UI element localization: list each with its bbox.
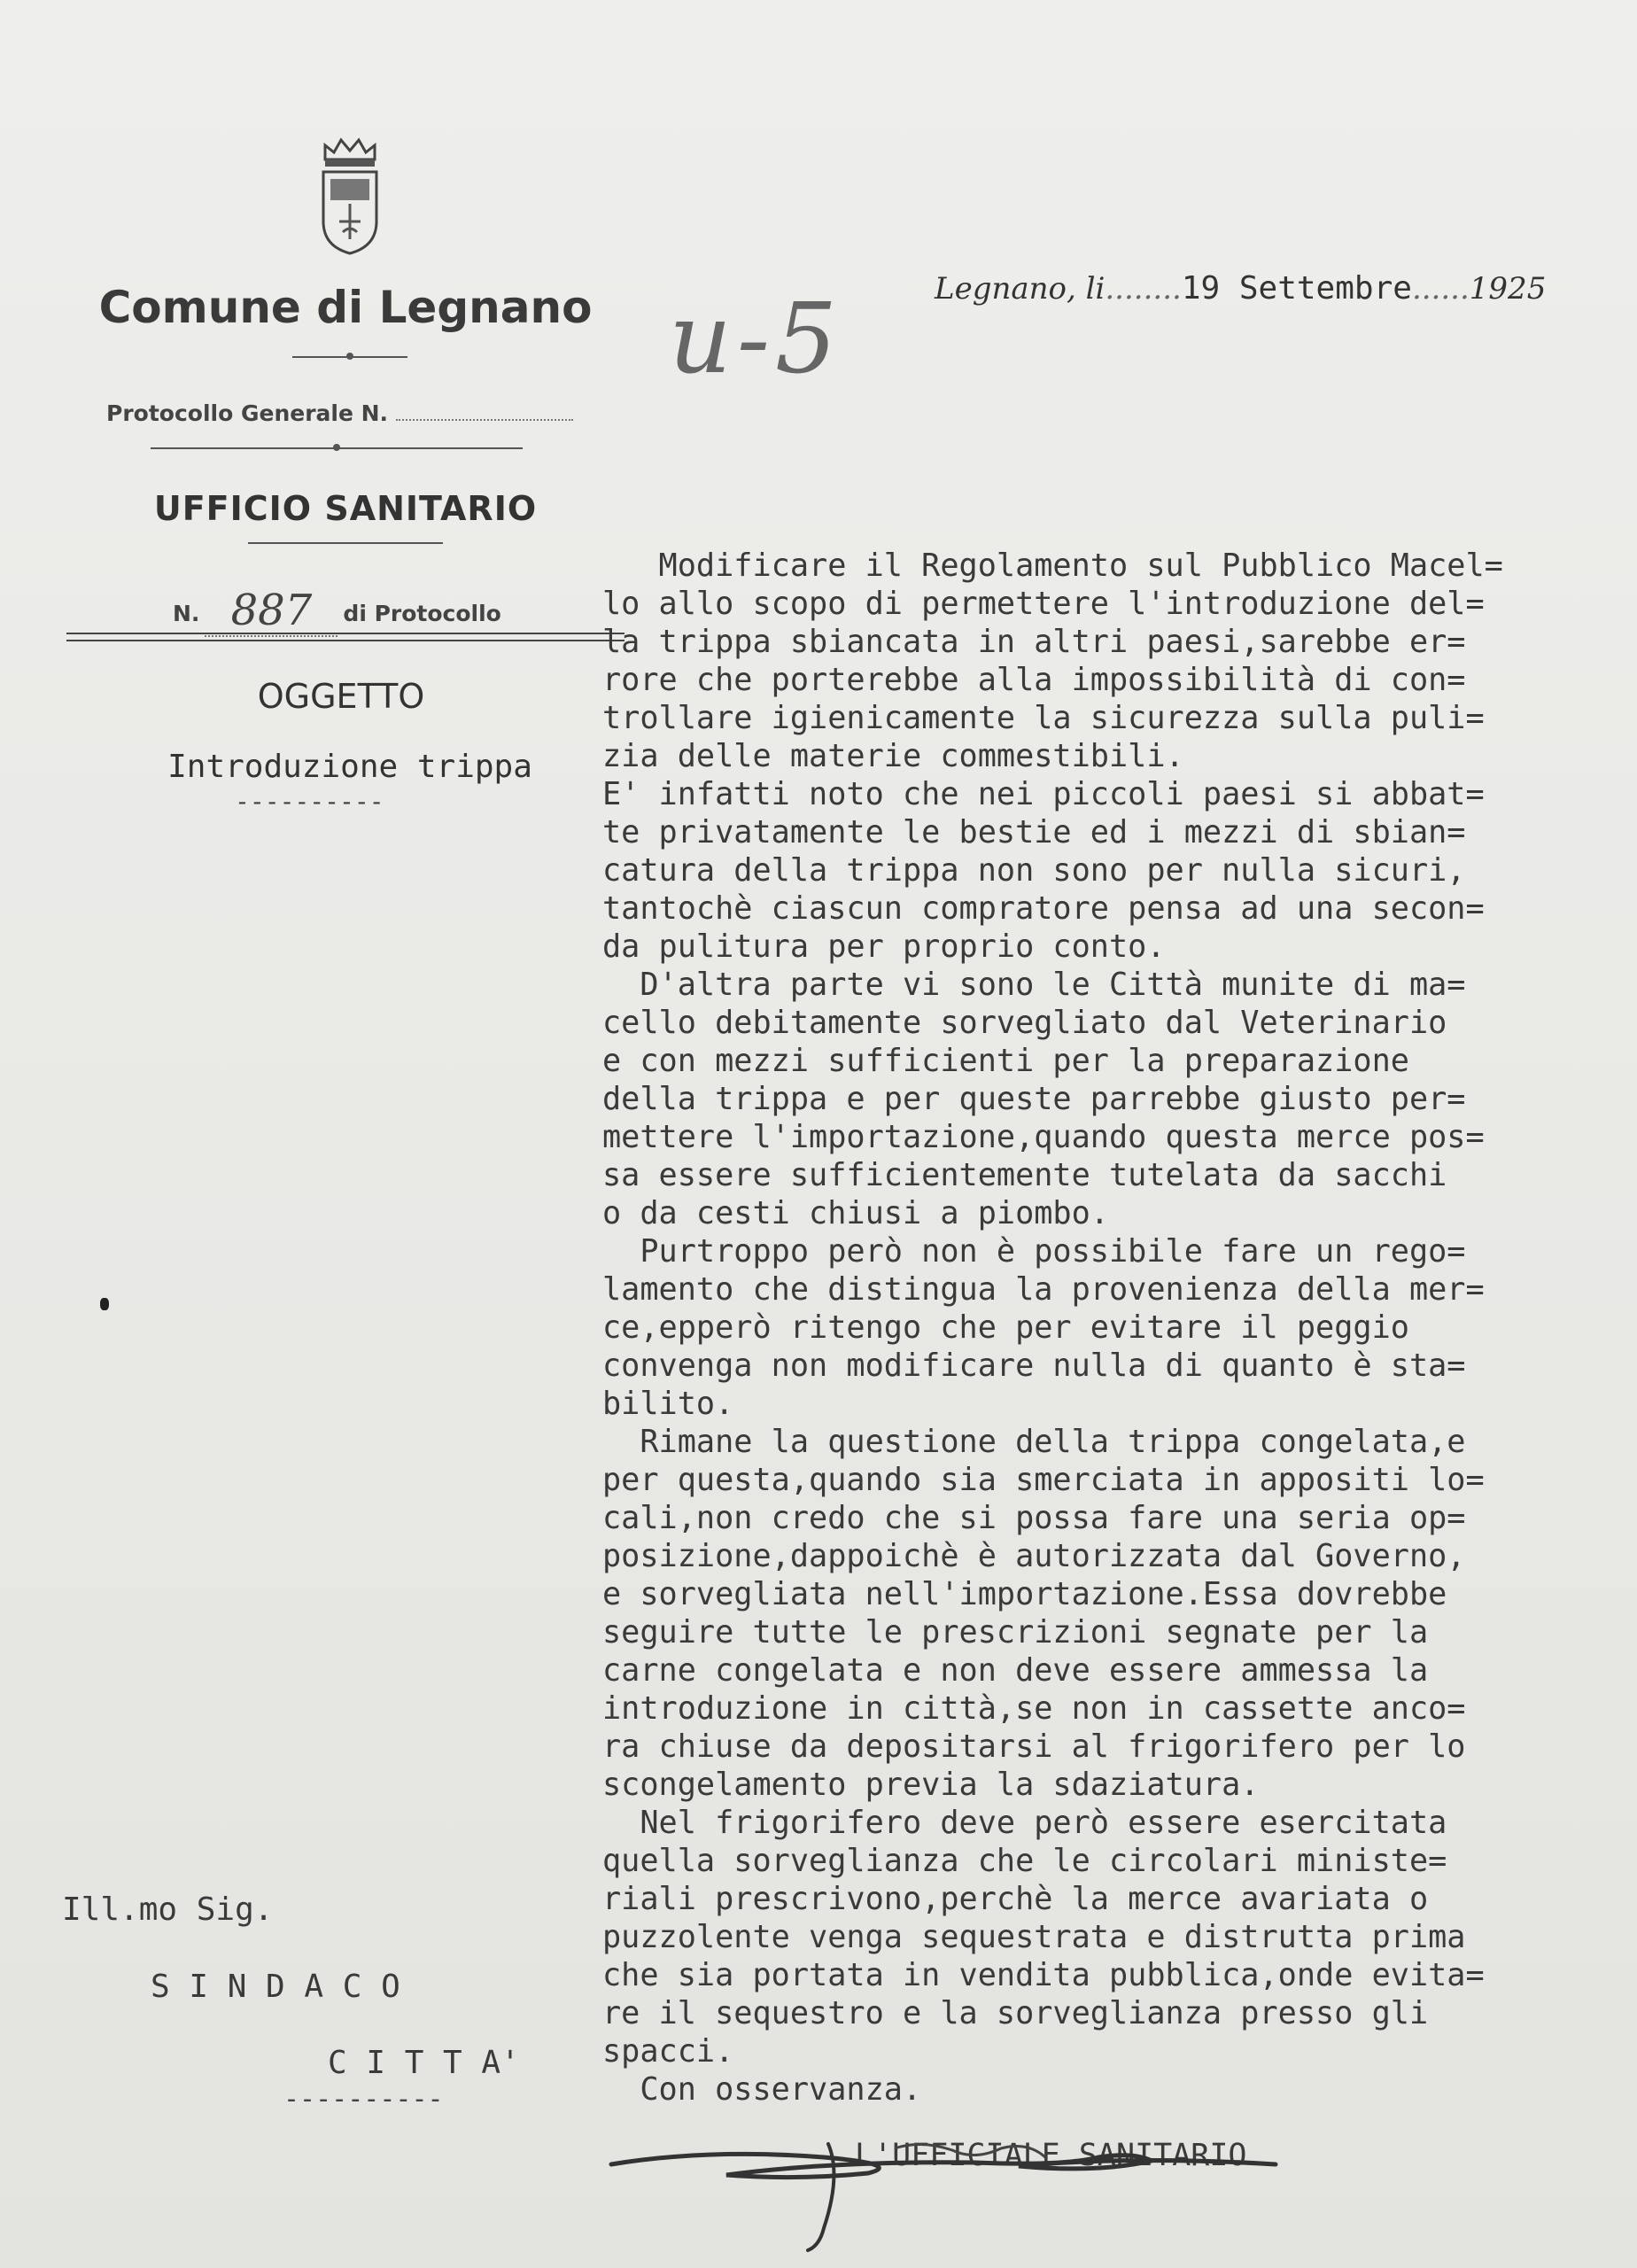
body-line: ra chiuse da depositarsi al frigorifero per lo <box>602 1728 1466 1765</box>
signatory-title: L'UFFICIALE SANITARIO <box>855 2138 1247 2173</box>
date-dots: ...... <box>1411 271 1470 307</box>
body-line: spacci. <box>602 2033 734 2070</box>
di-protocollo-label: di Protocollo <box>343 601 501 626</box>
body-line: riali prescrivono,perchè la merce avariata o <box>602 1881 1429 1917</box>
handwritten-signature <box>602 2122 1329 2255</box>
protocol-number-line <box>173 582 545 633</box>
body-line: Rimane la questione della trippa congelata,e <box>602 1424 1466 1460</box>
body-line: D'altra parte vi sono le Città munite di ma= <box>602 967 1466 1003</box>
protocollo-generale-blank <box>396 419 573 421</box>
double-divider <box>66 633 625 641</box>
coat-of-arms-emblem <box>314 133 385 257</box>
subject-text: Introduzione trippa <box>167 749 532 785</box>
protocollo-generale-label: Protocollo Generale N. <box>106 400 389 426</box>
ornamental-divider <box>151 447 523 449</box>
body-line: mettere l'importazione,quando questa merce pos= <box>602 1119 1485 1155</box>
body-line: la trippa sbiancata in altri paesi,sarebbe er= <box>602 624 1466 660</box>
date-year-prefix: 192 <box>1469 271 1527 307</box>
office-name: UFFICIO SANITARIO <box>153 489 538 528</box>
body-line: scongelamento previa la sdaziatura. <box>602 1767 1260 1803</box>
body-line: ce,epperò ritengo che per evitare il peggio <box>602 1309 1409 1346</box>
body-line: o da cesti chiusi a piombo. <box>602 1195 1109 1231</box>
municipality-name: Comune di Legnano <box>98 282 593 333</box>
place-label: Legnano, li <box>935 271 1106 307</box>
n-label: N. <box>173 601 200 626</box>
handwritten-reference: u-5 <box>669 282 842 395</box>
body-line: lo allo scopo di permettere l'introduzione del= <box>602 586 1485 622</box>
addressee-name: S I N D A C O <box>151 1969 400 2005</box>
body-line: che sia portata in vendita pubblica,onde evita= <box>602 1957 1485 1993</box>
body-line: Purtroppo però non è possibile fare un rego= <box>602 1233 1466 1270</box>
body-line: per questa,quando sia smerciata in appositi lo= <box>602 1462 1485 1498</box>
body-line: della trippa e per queste parrebbe giusto per= <box>602 1081 1466 1117</box>
body-line: posizione,dappoichè è autorizzata dal Governo, <box>602 1538 1466 1574</box>
addressee-underline: ---------- <box>283 2084 444 2115</box>
body-line: Con osservanza. <box>602 2071 922 2108</box>
body-line: re il sequestro e la sorveglianza presso gli <box>602 1995 1429 2031</box>
body-line: e con mezzi sufficienti per la preparazione <box>602 1043 1409 1079</box>
body-line: puzzolente venga sequestrata e distrutta prima <box>602 1919 1466 1955</box>
body-line: quella sorveglianza che le circolari ministe= <box>602 1843 1447 1879</box>
office-underline <box>248 542 443 544</box>
ink-speck <box>100 1298 109 1310</box>
body-line: cello debitamente sorvegliato dal Veterinario <box>602 1005 1447 1041</box>
body-line: catura della trippa non sono per nulla sicuri, <box>602 852 1466 889</box>
body-line: trollare igienicamente la sicurezza sulla puli= <box>602 700 1485 736</box>
date-dots: ........ <box>1105 271 1182 307</box>
letter-body <box>602 547 1634 2109</box>
body-line: zia delle materie commestibili. <box>602 738 1184 774</box>
body-line: Modificare il Regolamento sul Pubblico Macel= <box>602 548 1503 584</box>
body-line: e sorvegliata nell'importazione.Essa dovrebbe <box>602 1576 1447 1612</box>
body-line: cali,non credo che si possa fare una seria op= <box>602 1500 1466 1536</box>
body-line: Nel frigorifero deve però essere esercitata <box>602 1805 1447 1841</box>
body-line: sa essere sufficientemente tutelata da sacchi <box>602 1157 1447 1193</box>
body-line: da pulitura per proprio conto. <box>602 928 1166 965</box>
body-line: convenga non modificare nulla di quanto è sta= <box>602 1348 1466 1384</box>
body-line: seguire tutte le prescrizioni segnate per la <box>602 1614 1429 1651</box>
body-line: lamento che distingua la provenienza della mer= <box>602 1271 1485 1308</box>
body-line: carne congelata e non deve essere ammessa la <box>602 1652 1429 1689</box>
ornamental-divider <box>292 356 407 358</box>
body-line: te privatamente le bestie ed i mezzi di sbian= <box>602 814 1466 850</box>
addressee-city: C I T T A' <box>328 2045 520 2081</box>
date-day-month: 19 Settembre <box>1181 270 1412 307</box>
body-line: tantochè ciascun compratore pensa ad una secon= <box>602 890 1485 927</box>
protocol-number-handwritten: 887 <box>205 586 337 637</box>
date-line <box>935 270 1546 307</box>
oggetto-label: OGGETTO <box>257 677 425 716</box>
addressee-title: Ill.mo Sig. <box>62 1891 274 1928</box>
subject-underline: ---------- <box>235 787 384 816</box>
body-line: introduzione in città,se non in cassette anco= <box>602 1690 1466 1727</box>
protocollo-generale-line <box>106 400 585 426</box>
body-line: E' infatti noto che nei piccoli paesi si abbat= <box>602 776 1485 812</box>
body-line: bilito. <box>602 1386 734 1422</box>
body-line: rore che porterebbe alla impossibilità di con= <box>602 662 1466 698</box>
date-year-suffix: 5 <box>1526 271 1547 307</box>
